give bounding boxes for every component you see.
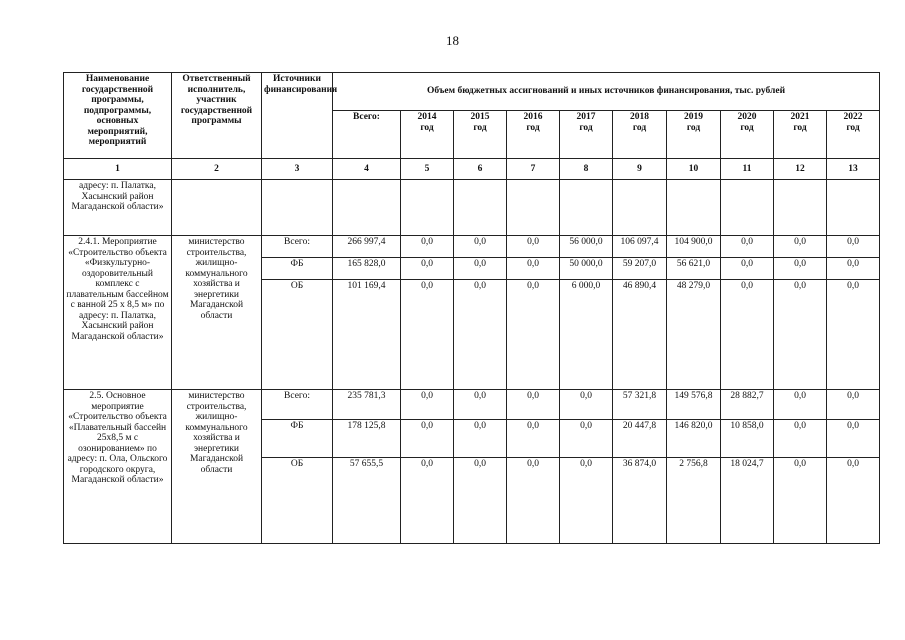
funding-year-2021: 0,0: [774, 280, 827, 390]
column-index: 8: [560, 159, 613, 180]
funding-source: ФБ: [262, 420, 333, 458]
column-index: 9: [613, 159, 667, 180]
column-index: 5: [401, 159, 454, 180]
header-program: Наименование государственной программы, подпрограммы, основных мероприятий, мероприятий: [64, 73, 172, 159]
funding-source: ФБ: [262, 258, 333, 280]
funding-year-2021: 0,0: [774, 236, 827, 258]
funding-year-2020: 0,0: [721, 258, 774, 280]
funding-year-2019: 2 756,8: [667, 458, 721, 544]
funding-source: ОБ: [262, 458, 333, 544]
funding-year-2016: 0,0: [507, 280, 560, 390]
header-year-2014: 2014 год: [401, 111, 454, 159]
funding-source: Всего:: [262, 390, 333, 420]
measure-name: 2.5. Основное мероприятие «Строительство объекта «Плавательный бассейн 25х8,5 м с озонированием» по адресу: п. Ола, Ольского городского округа, Магаданской области»: [64, 390, 172, 544]
funding-year-2016: 0,0: [507, 390, 560, 420]
funding-year-2019: 149 576,8: [667, 390, 721, 420]
funding-source: ОБ: [262, 280, 333, 390]
funding-year-2022: 0,0: [827, 420, 880, 458]
index-row: [64, 159, 880, 180]
funding-year-2020: 28 882,7: [721, 390, 774, 420]
funding-year-2015: 0,0: [454, 236, 507, 258]
funding-year-2017: 0,0: [560, 458, 613, 544]
funding-year-2022: 0,0: [827, 258, 880, 280]
column-index: 6: [454, 159, 507, 180]
column-index: 2: [172, 159, 262, 180]
funding-year-2015: 0,0: [454, 390, 507, 420]
funding-year-2019: 104 900,0: [667, 236, 721, 258]
budget-table: [63, 72, 880, 544]
continued-text: адресу: п. Палатка, Хасынский район Магаданской области»: [64, 180, 172, 236]
header-funding-group: Объем бюджетных ассигнований и иных источников финансирования, тыс. рублей: [333, 73, 880, 111]
funding-year-2014: 0,0: [401, 280, 454, 390]
header-year-2021: 2021 год: [774, 111, 827, 159]
header-year-2022: 2022 год: [827, 111, 880, 159]
funding-year-2022: 0,0: [827, 280, 880, 390]
funding-year-2015: 0,0: [454, 458, 507, 544]
measure-name: 2.4.1. Мероприятие «Строительство объекта «Физкультурно-оздоровительный комплекс с плавательным бассейном с ванной 25 х 8,5 м» по адресу: п. Палатка, Хасынский район Магаданской области»: [64, 236, 172, 390]
header-year-2019: 2019 год: [667, 111, 721, 159]
header-year-2016: 2016 год: [507, 111, 560, 159]
funding-year-2017: 0,0: [560, 420, 613, 458]
funding-year-2018: 106 097,4: [613, 236, 667, 258]
funding-year-2019: 56 621,0: [667, 258, 721, 280]
header-total: Всего:: [333, 111, 401, 159]
header-executor: Ответственный исполнитель, участник государственной программы: [172, 73, 262, 159]
page-number: 18: [446, 33, 459, 48]
funding-source: Всего:: [262, 236, 333, 258]
funding-year-2021: 0,0: [774, 258, 827, 280]
funding-year-2019: 48 279,0: [667, 280, 721, 390]
column-index: 12: [774, 159, 827, 180]
continued-row: [64, 180, 880, 236]
measure-executor: министерство строительства, жилищно-коммунального хозяйства и энергетики Магаданской области: [172, 390, 262, 544]
table-row: [64, 390, 880, 420]
funding-year-2018: 46 890,4: [613, 280, 667, 390]
column-index: 1: [64, 159, 172, 180]
funding-year-2017: 56 000,0: [560, 236, 613, 258]
funding-year-2021: 0,0: [774, 458, 827, 544]
column-index: 11: [721, 159, 774, 180]
column-index: 13: [827, 159, 880, 180]
funding-year-2016: 0,0: [507, 236, 560, 258]
funding-total: 101 169,4: [333, 280, 401, 390]
funding-year-2018: 36 874,0: [613, 458, 667, 544]
funding-year-2022: 0,0: [827, 458, 880, 544]
funding-year-2016: 0,0: [507, 458, 560, 544]
funding-year-2019: 146 820,0: [667, 420, 721, 458]
funding-year-2015: 0,0: [454, 420, 507, 458]
funding-year-2014: 0,0: [401, 390, 454, 420]
funding-year-2016: 0,0: [507, 258, 560, 280]
funding-year-2018: 57 321,8: [613, 390, 667, 420]
column-index: 4: [333, 159, 401, 180]
header-year-2018: 2018 год: [613, 111, 667, 159]
funding-year-2014: 0,0: [401, 236, 454, 258]
funding-year-2018: 20 447,8: [613, 420, 667, 458]
funding-year-2020: 10 858,0: [721, 420, 774, 458]
funding-year-2022: 0,0: [827, 236, 880, 258]
column-index: 3: [262, 159, 333, 180]
header-year-2015: 2015 год: [454, 111, 507, 159]
funding-year-2017: 6 000,0: [560, 280, 613, 390]
funding-total: 235 781,3: [333, 390, 401, 420]
funding-year-2017: 50 000,0: [560, 258, 613, 280]
column-index: 7: [507, 159, 560, 180]
header-year-2020: 2020 год: [721, 111, 774, 159]
funding-year-2014: 0,0: [401, 420, 454, 458]
header-year-2017: 2017 год: [560, 111, 613, 159]
funding-year-2016: 0,0: [507, 420, 560, 458]
funding-year-2017: 0,0: [560, 390, 613, 420]
funding-total: 57 655,5: [333, 458, 401, 544]
funding-year-2021: 0,0: [774, 390, 827, 420]
funding-year-2015: 0,0: [454, 280, 507, 390]
funding-total: 165 828,0: [333, 258, 401, 280]
funding-year-2018: 59 207,0: [613, 258, 667, 280]
funding-total: 178 125,8: [333, 420, 401, 458]
funding-year-2015: 0,0: [454, 258, 507, 280]
funding-year-2020: 18 024,7: [721, 458, 774, 544]
funding-total: 266 997,4: [333, 236, 401, 258]
measure-executor: министерство строительства, жилищно-коммунального хозяйства и энергетики Магаданской области: [172, 236, 262, 390]
header-source: Источники финансирования: [262, 73, 333, 159]
funding-year-2014: 0,0: [401, 258, 454, 280]
funding-year-2020: 0,0: [721, 280, 774, 390]
funding-year-2021: 0,0: [774, 420, 827, 458]
column-index: 10: [667, 159, 721, 180]
funding-year-2022: 0,0: [827, 390, 880, 420]
funding-year-2020: 0,0: [721, 236, 774, 258]
table-row: [64, 236, 880, 258]
funding-year-2014: 0,0: [401, 458, 454, 544]
